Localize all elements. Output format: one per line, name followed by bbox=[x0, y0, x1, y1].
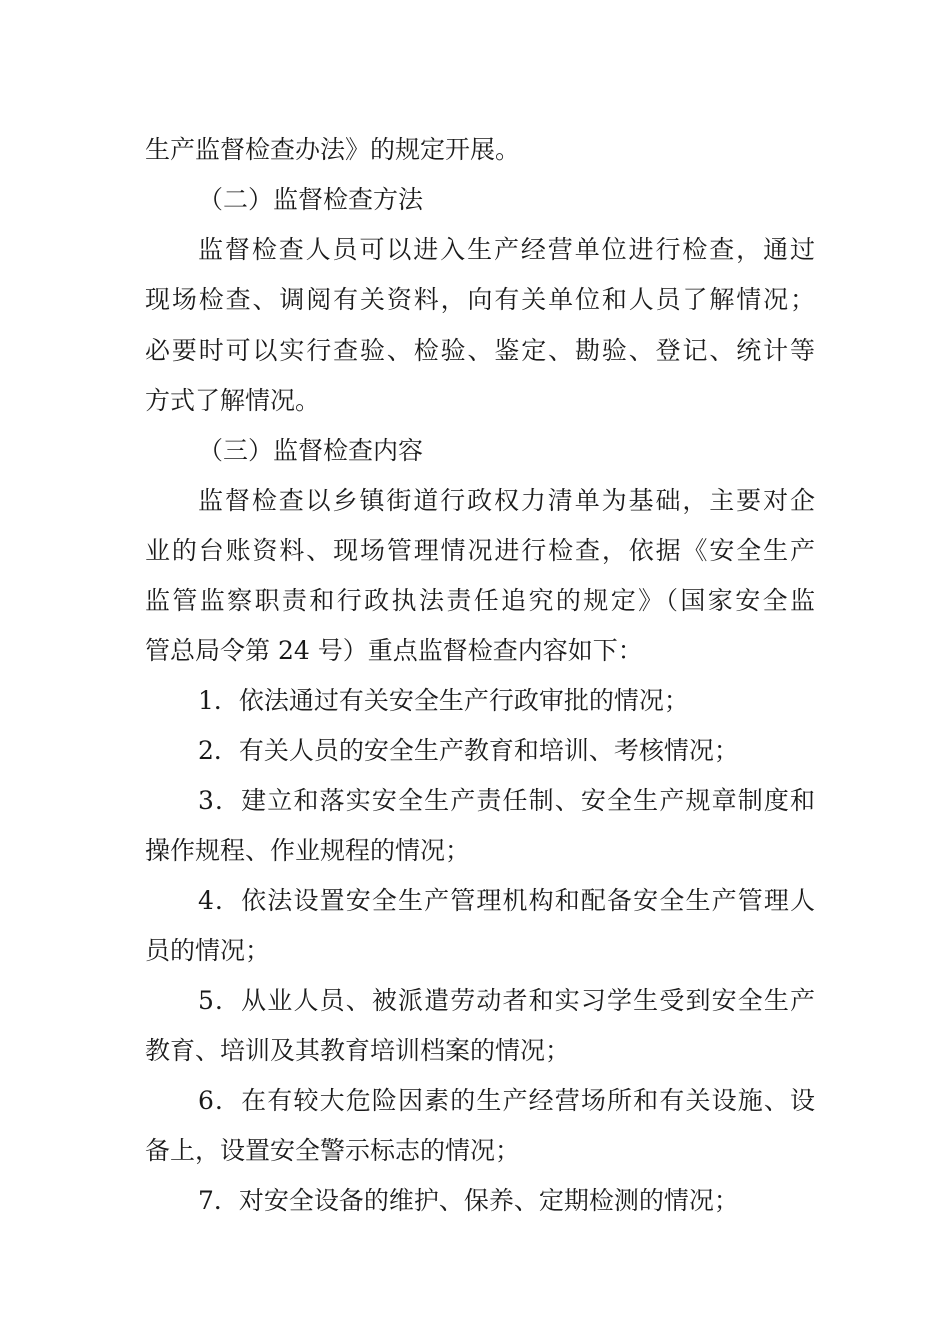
list-item: 5．从业人员、被派遣劳动者和实习学生受到安全生产 bbox=[198, 986, 815, 1015]
list-item-continuation: 操作规程、作业规程的情况； bbox=[145, 836, 471, 865]
text-line: 方式了解情况。 bbox=[145, 386, 321, 415]
section-heading: （二）监督检查方法 bbox=[198, 185, 424, 214]
list-item: 3．建立和落实安全生产责任制、安全生产规章制度和 bbox=[198, 786, 815, 815]
text-line: 监管监察职责和行政执法责任追究的规定》（国家安全监 bbox=[145, 586, 815, 615]
list-item: 1．依法通过有关安全生产行政审批的情况； bbox=[198, 686, 689, 715]
list-item: 6．在有较大危险因素的生产经营场所和有关设施、设 bbox=[198, 1086, 815, 1115]
text-line: 管总局令第 24 号）重点监督检查内容如下： bbox=[145, 636, 643, 665]
list-item: 2．有关人员的安全生产教育和培训、考核情况； bbox=[198, 736, 739, 765]
text-line: 生产监督检查办法》的规定开展。 bbox=[145, 135, 521, 164]
text-line: 必要时可以实行查验、检验、鉴定、勘验、登记、统计等 bbox=[145, 336, 815, 365]
list-item: 7．对安全设备的维护、保养、定期检测的情况； bbox=[198, 1186, 739, 1215]
text-line: 现场检查、调阅有关资料，向有关单位和人员了解情况； bbox=[145, 285, 815, 314]
text-line: 业的台账资料、现场管理情况进行检查，依据《安全生产 bbox=[145, 536, 815, 565]
list-item-continuation: 备上，设置安全警示标志的情况； bbox=[145, 1136, 521, 1165]
text-line: 监督检查以乡镇街道行政权力清单为基础，主要对企 bbox=[198, 486, 815, 515]
list-item-continuation: 员的情况； bbox=[145, 936, 271, 965]
text-line: 监督检查人员可以进入生产经营单位进行检查，通过 bbox=[198, 235, 815, 264]
section-heading: （三）监督检查内容 bbox=[198, 436, 424, 465]
list-item: 4．依法设置安全生产管理机构和配备安全生产管理人 bbox=[198, 886, 815, 915]
list-item-continuation: 教育、培训及其教育培训档案的情况； bbox=[145, 1036, 571, 1065]
